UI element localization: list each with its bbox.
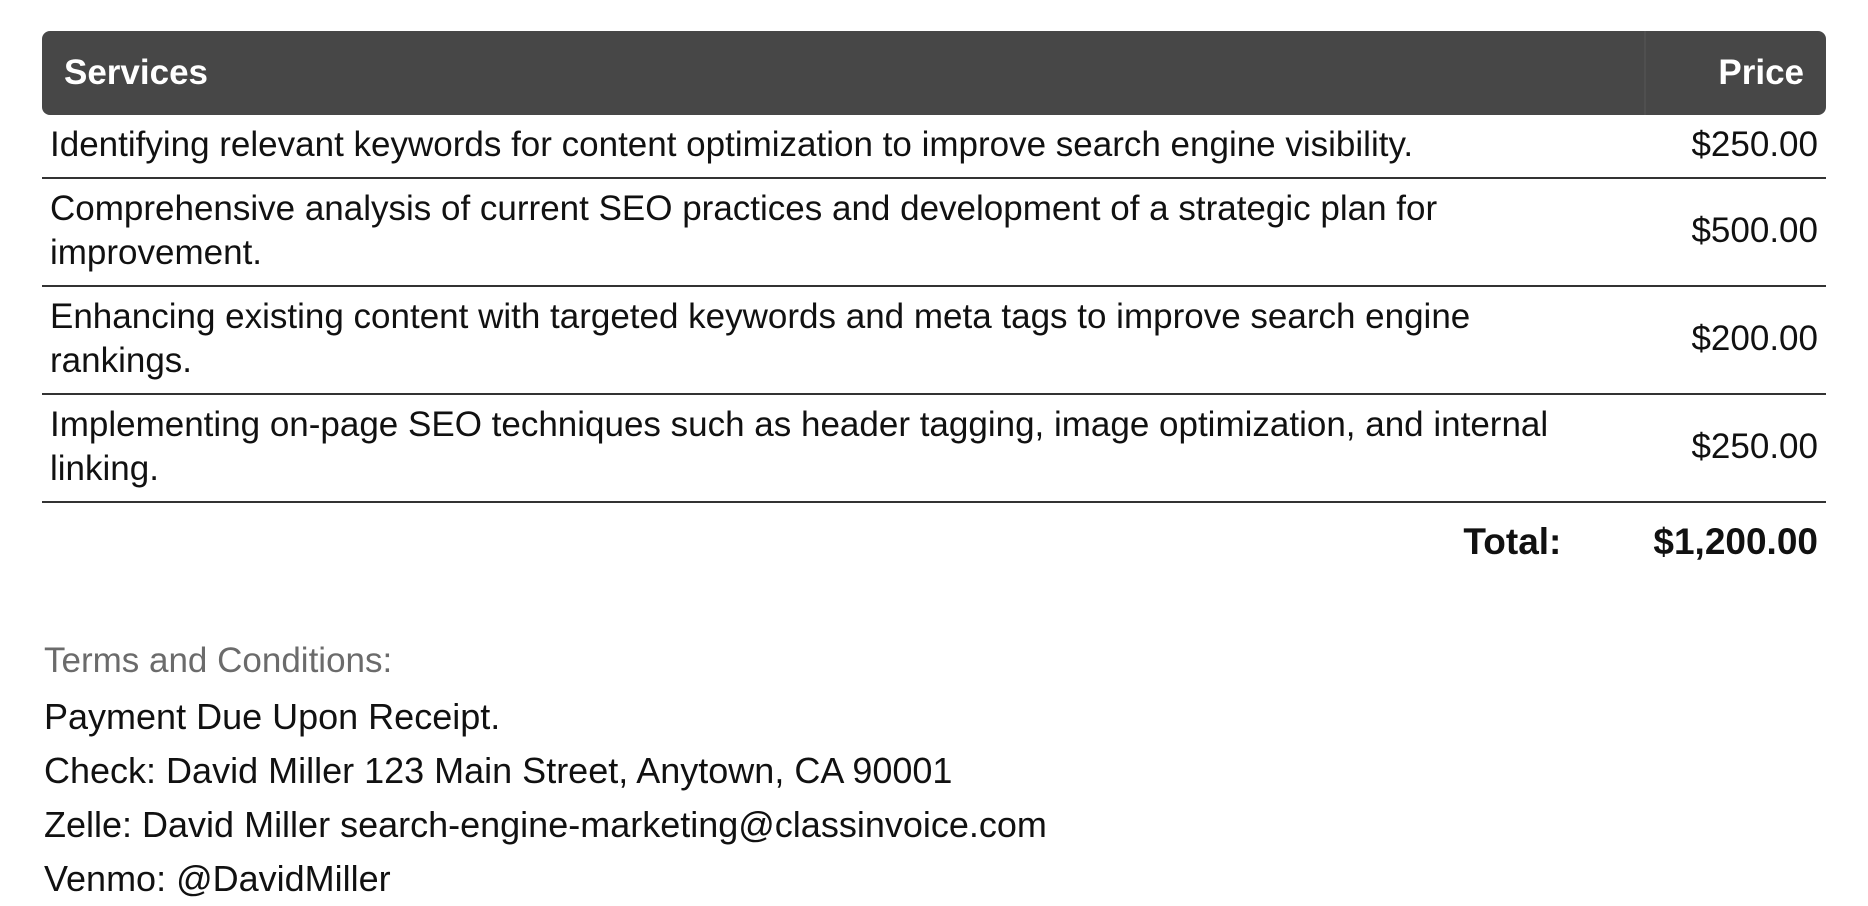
service-price: $200.00: [1645, 286, 1826, 394]
terms-section: [44, 636, 1744, 906]
total-row: [42, 502, 1826, 573]
service-description: Implementing on-page SEO techniques such as header tagging, image optimization, and internal linking.: [42, 394, 1645, 502]
price-column-header: Price: [1645, 31, 1826, 115]
terms-heading: Terms and Conditions:: [44, 641, 393, 680]
service-price: $250.00: [1645, 394, 1826, 502]
table-row: [42, 178, 1826, 286]
total-value: $1,200.00: [1653, 521, 1818, 562]
service-price: $250.00: [1645, 115, 1826, 178]
service-price: $500.00: [1645, 178, 1826, 286]
terms-payment-due: Payment Due Upon Receipt.: [44, 696, 501, 737]
service-description: Enhancing existing content with targeted keywords and meta tags to improve search engine rankings.: [42, 286, 1645, 394]
terms-zelle: Zelle: David Miller search-engine-marketing@classinvoice.com: [44, 804, 1047, 845]
terms-check-address: Check: David Miller 123 Main Street, Anytown, CA 90001: [44, 750, 953, 791]
table-footer: [42, 502, 1826, 573]
table-body: [42, 115, 1826, 502]
service-description: Identifying relevant keywords for content optimization to improve search engine visibility.: [42, 115, 1645, 178]
table-row: [42, 394, 1826, 502]
table-row: [42, 286, 1826, 394]
total-label: Total:: [1463, 521, 1562, 562]
terms-venmo: Venmo: @DavidMiller: [44, 858, 391, 899]
service-description: Comprehensive analysis of current SEO practices and development of a strategic plan for improvement.: [42, 178, 1645, 286]
header-row: [42, 31, 1826, 115]
table-row: [42, 115, 1826, 178]
services-column-header: Services: [42, 31, 1645, 115]
services-table: [42, 31, 1826, 573]
table-header: [42, 31, 1826, 115]
